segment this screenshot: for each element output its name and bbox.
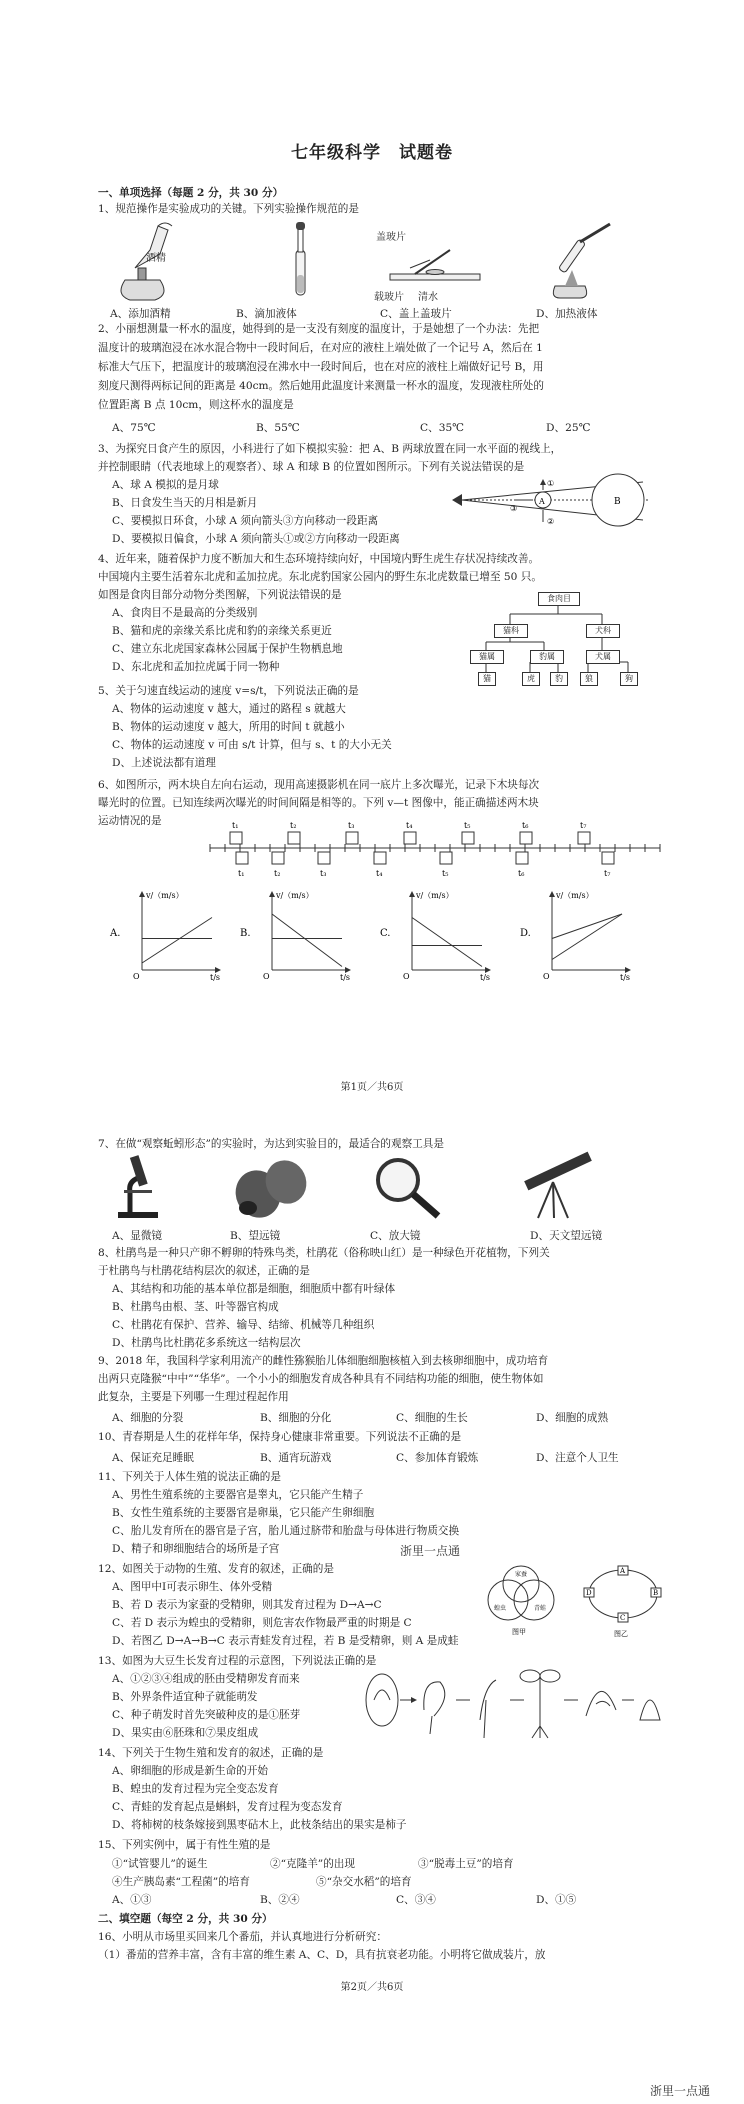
q7-option-b[interactable]: B、望远镜 [230, 1230, 281, 1242]
tree-dog: 狗 [620, 672, 638, 686]
bottom-block [318, 852, 330, 864]
vt-t-axis-label: t/s [480, 973, 491, 982]
q1-option-c[interactable]: C、盖上盖玻片 [380, 308, 452, 320]
q11-option-b[interactable]: B、女性生殖系统的主要器官是卵巢，它只能产生卵细胞 [112, 1507, 375, 1519]
q12-node-a: A [620, 1567, 626, 1575]
vt-series-line [552, 914, 622, 939]
vt-t-axis-label: t/s [210, 973, 221, 982]
q1-label-water: 清水 [418, 292, 438, 303]
eye-icon [452, 494, 462, 506]
top-block [404, 832, 416, 844]
section-1-heading: 一、单项选择（每题 2 分，共 30 分） [98, 187, 284, 199]
vt-origin-label: O [133, 972, 140, 981]
q6-line-1: 6、如图所示，两木块自左向右运动，现用高速摄影机在同一底片上多次曝光，记录下木块每次 [98, 779, 540, 791]
bottom-block-time-label: t₆ [518, 869, 525, 878]
q2-option-c[interactable]: C、35℃ [420, 422, 465, 434]
top-block [578, 832, 590, 844]
telescope-icon [524, 1152, 592, 1218]
q11-option-a[interactable]: A、男性生殖系统的主要器官是睾丸，它只能产生精子 [112, 1489, 364, 1501]
q14-option-b[interactable]: B、蝗虫的发育过程为完全变态发育 [112, 1783, 279, 1795]
q3-label-2: ② [547, 517, 555, 526]
q3-option-d[interactable]: D、要模拟日偏食，小球 A 须向箭头①或②方向移动一段距离 [112, 533, 400, 545]
q14-option-d[interactable]: D、将柿树的枝条嫁接到黑枣砧木上，此枝条结出的果实是柿子 [112, 1819, 407, 1831]
q7-stem: 7、在做“观察蚯蚓形态”的实验时，为达到实验目的，最适合的观察工具是 [98, 1138, 444, 1150]
q12-label-fig-b: 图乙 [614, 1630, 628, 1638]
q14-stem: 14、下列关于生物生殖和发育的叙述，正确的是 [98, 1747, 324, 1759]
vt-t-axis-label: t/s [340, 973, 351, 982]
page2-footer: 第2页／共6页 [340, 1982, 404, 1993]
top-block-time-label: t₄ [406, 821, 413, 830]
bottom-block-time-label: t₄ [376, 869, 383, 878]
q12-option-c[interactable]: C、若 D 表示为蝗虫的受精卵，则危害农作物最严重的时期是 C [112, 1617, 412, 1629]
q5-option-c[interactable]: C、物体的运动速度 v 可由 s/t 计算，但与 s、t 的大小无关 [112, 739, 392, 751]
q1-label-cover-slip: 盖玻片 [376, 232, 406, 243]
q15-option-c[interactable]: C、③④ [396, 1894, 436, 1906]
q3-option-c[interactable]: C、要模拟日环食，小球 A 须向箭头③方向移动一段距离 [112, 515, 379, 527]
q15-item-1: ①“试管婴儿”的诞生 [112, 1858, 208, 1870]
vt-v-axis-label: v/（m/s） [146, 891, 184, 900]
q1-option-b[interactable]: B、滴加液体 [236, 308, 297, 320]
q1-label-slide: 载玻片 [374, 292, 404, 303]
test-tube-dropper-figure [296, 222, 305, 295]
top-block [520, 832, 532, 844]
bottom-block [602, 852, 614, 864]
bottom-block-time-label: t₅ [442, 869, 449, 878]
q8-option-c[interactable]: C、杜鹃花有保护、营养、输导、结缔、机械等几种组织 [112, 1319, 375, 1331]
q5-option-d[interactable]: D、上述说法都有道理 [112, 757, 216, 769]
q15-option-b[interactable]: B、②④ [260, 1894, 300, 1906]
q15-option-a[interactable]: A、①③ [112, 1894, 152, 1906]
vt-graph-option-label: D. [520, 928, 531, 939]
q8-option-b[interactable]: B、杜鹃鸟由根、茎、叶等器官构成 [112, 1301, 279, 1313]
q1-option-a[interactable]: A、添加酒精 [110, 308, 171, 320]
q13-option-c[interactable]: C、种子萌发时首先突破种皮的是①胚芽 [112, 1709, 301, 1721]
q2-line-5: 位置距离 B 点 10cm，则这杯水的温度是 [98, 399, 294, 411]
q10-option-b[interactable]: B、通宵玩游戏 [260, 1452, 332, 1464]
q9-option-b[interactable]: B、细胞的分化 [260, 1412, 332, 1424]
q14-option-c[interactable]: C、青蛙的发育起点是蝌蚪，发育过程为变态发育 [112, 1801, 343, 1813]
bottom-block-time-label: t₁ [238, 869, 245, 878]
q12-label-fig-a: 图甲 [512, 1628, 526, 1636]
q1-stem: 1、规范操作是实验成功的关键。下列实验操作规范的是 [98, 203, 359, 215]
bottom-block [236, 852, 248, 864]
q8-option-d[interactable]: D、杜鹃鸟比杜鹃花多系统这一结构层次 [112, 1337, 301, 1349]
top-block-time-label: t₁ [232, 821, 239, 830]
q12-label-frog: 青蛙 [534, 1605, 547, 1612]
q12-option-d[interactable]: D、若图乙 D→A→B→C 表示青蛙发育过程，若 B 是受精卵，则 A 是成蛙 [112, 1635, 459, 1647]
q3-option-b[interactable]: B、日食发生当天的月相是新月 [112, 497, 258, 509]
binoculars-icon [228, 1154, 314, 1225]
q7-option-a[interactable]: A、显微镜 [112, 1230, 163, 1242]
bottom-block [516, 852, 528, 864]
q3-line-2: 并控制眼睛（代表地球上的观察者）、球 A 和球 B 的位置如图所示。下列有关说法错误的是 [98, 461, 525, 473]
vt-graph-option-label: B. [240, 928, 251, 939]
q9-line-3: 此复杂，主要是下列哪一生理过程起作用 [98, 1391, 289, 1403]
q12-option-b[interactable]: B、若 D 表示为家蚕的受精卵，则其发育过程为 D→A→C [112, 1599, 382, 1611]
q12-node-c: C [620, 1614, 626, 1622]
q2-option-b[interactable]: B、55℃ [256, 422, 300, 434]
top-block-time-label: t₅ [464, 821, 471, 830]
bottom-block [272, 852, 284, 864]
vt-graph-option-label: A. [110, 928, 121, 939]
q3-label-a: A [539, 497, 545, 506]
page1-footer: 第1页／共6页 [340, 1082, 404, 1093]
tree-cat: 猫 [478, 672, 496, 686]
top-block-time-label: t₇ [580, 821, 587, 830]
q9-option-c[interactable]: C、细胞的生长 [396, 1412, 468, 1424]
q16-sub-1: （1）番茄的营养丰富，含有丰富的维生素 A、C、D，具有抗衰老功能。小明将它做成装片，放 [98, 1949, 546, 1961]
q10-option-d[interactable]: D、注意个人卫生 [536, 1452, 619, 1464]
q9-option-d[interactable]: D、细胞的成熟 [536, 1412, 609, 1424]
q12-label-silkworm: 家蚕 [515, 1571, 528, 1578]
vt-v-axis-label: v/（m/s） [276, 891, 314, 900]
q3-label-b: B [614, 497, 621, 507]
q4-line-1: 4、近年来，随着保护力度不断加大和生态环境持续向好，中国境内野生虎生存状况持续改善。 [98, 553, 540, 565]
q7-option-d[interactable]: D、天文望远镜 [530, 1230, 603, 1242]
q8-option-a[interactable]: A、其结构和功能的基本单位都是细胞，细胞质中都有叶绿体 [112, 1283, 396, 1295]
vt-origin-label: O [263, 972, 270, 981]
vt-origin-label: O [403, 972, 410, 981]
bottom-block-time-label: t₂ [274, 869, 281, 878]
top-block [346, 832, 358, 844]
q2-line-3: 标准大气压下，把温度计的玻璃泡浸在沸水中一段时间后，也在对应的液柱上端做好记号 B，用 [98, 361, 544, 373]
tree-felidae: 猫科 [494, 624, 528, 638]
q13-option-d[interactable]: D、果实由⑥胚珠和⑦果皮组成 [112, 1727, 259, 1739]
cover-slip-figure [390, 250, 480, 280]
tree-canis: 犬属 [586, 650, 620, 664]
bottom-block-time-label: t₃ [320, 869, 327, 878]
q11-stem: 11、下列关于人体生殖的说法正确的是 [98, 1471, 281, 1483]
top-block [230, 832, 242, 844]
watermark-mid: 浙里一点通 [400, 1544, 461, 1558]
top-block [288, 832, 300, 844]
vt-t-axis-label: t/s [620, 973, 631, 982]
q11-option-d[interactable]: D、精子和卵细胞结合的场所是子宫 [112, 1543, 280, 1555]
q9-line-2: 出两只克隆猴“中中”“华华”。一个小小的细胞发育成各种具有不同结构功能的细胞，使生物体如 [98, 1373, 544, 1385]
q2-option-a[interactable]: A、75℃ [112, 422, 156, 434]
tree-felis: 猫属 [470, 650, 504, 664]
q3-option-a[interactable]: A、球 A 模拟的是月球 [112, 479, 219, 491]
vt-series-line [142, 918, 212, 964]
q6-strobe-diagram [210, 820, 660, 880]
bottom-block [374, 852, 386, 864]
microscope-icon [118, 1155, 158, 1218]
q8-line-1: 8、杜鹃鸟是一种只产卵不孵卵的特殊鸟类，杜鹃花（俗称映山红）是一种绿色开花植物，下列关 [98, 1247, 550, 1259]
vt-series-line [272, 914, 342, 967]
top-block [462, 832, 474, 844]
q4-option-d[interactable]: D、东北虎和孟加拉虎属于同一物种 [112, 661, 280, 673]
q4-line-3: 如图是食肉目部分动物分类图解，下列说法错误的是 [98, 589, 342, 601]
vt-series-line [552, 914, 622, 960]
section-2-heading: 二、填空题（每空 2 分，共 30 分） [98, 1913, 273, 1925]
q5-stem: 5、关于匀速直线运动的速度 v=s/t，下列说法正确的是 [98, 685, 359, 697]
q5-option-a[interactable]: A、物体的运动速度 v 越大，通过的路程 s 就越大 [112, 703, 346, 715]
q13-option-a[interactable]: A、①②③④组成的胚由受精卵发育而来 [112, 1673, 300, 1685]
q12-stem: 12、如图关于动物的生殖、发育的叙述，正确的是 [98, 1563, 334, 1575]
q12-node-b: B [653, 1589, 659, 1597]
tree-leopard: 豹 [550, 672, 568, 686]
q7-tool-images [108, 1152, 628, 1222]
q9-option-a[interactable]: A、细胞的分裂 [112, 1412, 184, 1424]
q6-line-2: 曝光时的位置。已知连续两次曝光的时间间隔是相等的。下列 v—t 图像中，能正确描述两木块 [98, 797, 539, 809]
q13-option-b[interactable]: B、外界条件适宜种子就能萌发 [112, 1691, 258, 1703]
q2-option-d[interactable]: D、25℃ [546, 422, 591, 434]
q14-option-a[interactable]: A、卵细胞的形成是新生命的开始 [112, 1765, 268, 1777]
q15-option-d[interactable]: D、①⑤ [536, 1894, 577, 1906]
top-block-time-label: t₂ [290, 821, 297, 830]
vt-series-line [412, 918, 482, 967]
q1-option-d[interactable]: D、加热液体 [536, 308, 598, 320]
vt-origin-label: O [543, 972, 550, 981]
tree-root: 食肉目 [538, 592, 580, 606]
watermark-corner: 浙里一点通 [650, 2084, 711, 2098]
q13-stem: 13、如图为大豆生长发育过程的示意图，下列说法正确的是 [98, 1655, 377, 1667]
q4-option-a[interactable]: A、食肉目不是最高的分类级别 [112, 607, 258, 619]
q4-line-2: 中国境内主要生活着东北虎和孟加拉虎。东北虎豹国家公园内的野生东北虎数量已增至 50 只。 [98, 571, 542, 583]
q3-label-3: ③ [510, 504, 518, 513]
q12-node-d: D [586, 1589, 592, 1597]
q11-option-c[interactable]: C、胎儿发育所在的器官是子宫，胎儿通过脐带和胎盘与母体进行物质交换 [112, 1525, 460, 1537]
q15-item-2: ②“克隆羊”的出现 [270, 1858, 355, 1870]
q12-label-locust: 蝗虫 [494, 1605, 507, 1612]
q7-option-c[interactable]: C、放大镜 [370, 1230, 421, 1242]
q6-vt-graphs [110, 880, 660, 980]
q2-line-2: 温度计的玻璃泡浸在冰水混合物中一段时间后，在对应的液柱上端处做了一个记号 A，然后在 1 [98, 342, 543, 354]
top-block-time-label: t₃ [348, 821, 355, 830]
q3-label-1: ① [547, 479, 555, 488]
q15-item-5: ⑤“杂交水稻”的培育 [316, 1876, 412, 1888]
q3-line-1: 3、为探究日食产生的原因，小科进行了如下模拟实验：把 A、B 两球放置在同一水平面的视线上， [98, 443, 562, 455]
q5-option-b[interactable]: B、物体的运动速度 v 越大，所用的时间 t 就越小 [112, 721, 345, 733]
vt-v-axis-label: v/（m/s） [416, 891, 454, 900]
top-block-time-label: t₆ [522, 821, 529, 830]
bottom-block-time-label: t₇ [604, 869, 611, 878]
q9-line-1: 9、2018 年，我国科学家利用流产的雌性猕猴胎儿体细胞细胞核植入到去核卵细胞中，成功培育 [98, 1355, 549, 1367]
q13-soybean-growth [360, 1660, 660, 1744]
q12-diagrams [478, 1562, 668, 1640]
q12-option-a[interactable]: A、图甲中Ⅰ可表示卵生、体外受精 [112, 1581, 273, 1593]
q15-item-4: ④生产胰岛素“工程菌”的培育 [112, 1876, 250, 1888]
q15-stem: 15、下列实例中，属于有性生殖的是 [98, 1839, 271, 1851]
q3-eclipse-diagram [448, 478, 668, 534]
q16-stem: 16、小明从市场里买回来几个番茄，并认真地进行分析研究： [98, 1931, 387, 1943]
q4-option-b[interactable]: B、猫和虎的亲缘关系比虎和豹的亲缘关系更近 [112, 625, 332, 637]
q1-label-alcohol: 酒精 [146, 253, 166, 264]
vt-v-axis-label: v/（m/s） [556, 891, 594, 900]
tree-tiger: 虎 [522, 672, 540, 686]
tree-wolf: 狼 [580, 672, 598, 686]
vt-graph-option-label: C. [380, 928, 391, 939]
bottom-block [440, 852, 452, 864]
page-title: 七年级科学 试题卷 [291, 143, 453, 163]
q10-option-c[interactable]: C、参加体育锻炼 [396, 1452, 479, 1464]
q4-option-c[interactable]: C、建立东北虎国家森林公园属于保护生物栖息地 [112, 643, 343, 655]
q2-line-4: 刻度尺测得两标记间的距离是 40cm。然后她用此温度计来测量一杯水的温度，发现液柱所处的 [98, 380, 544, 392]
q10-stem: 10、青春期是人生的花样年华，保持身心健康非常重要。下列说法不正确的是 [98, 1431, 462, 1443]
q6-line-3: 运动情况的是 [98, 815, 162, 827]
heating-figure [553, 224, 610, 298]
q10-option-a[interactable]: A、保证充足睡眠 [112, 1452, 194, 1464]
q15-item-3: ③“脱毒土豆”的培育 [418, 1858, 514, 1870]
q8-line-2: 于杜鹃鸟与杜鹃花结构层次的叙述，正确的是 [98, 1265, 310, 1277]
magnifier-icon [378, 1160, 438, 1216]
tree-panthera: 豹属 [530, 650, 564, 664]
q2-line-1: 2、小丽想测量一杯水的温度，她得到的是一支没有刻度的温度计，于是她想了一个办法：先把 [98, 323, 540, 335]
tree-canidae: 犬科 [586, 624, 620, 638]
